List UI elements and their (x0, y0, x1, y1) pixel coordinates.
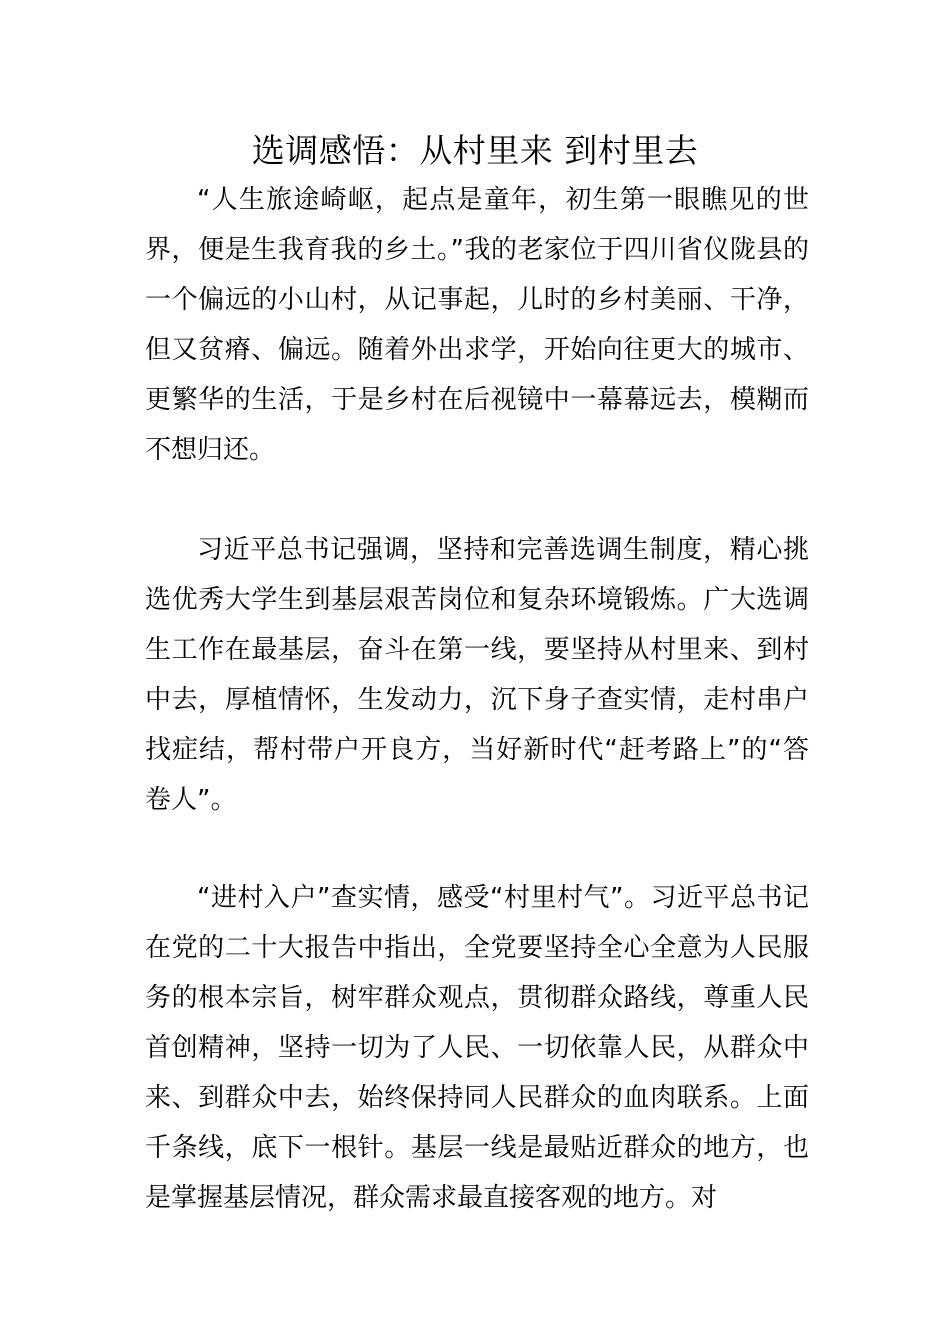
paragraph-intro: “人生旅途崎岖，起点是童年，初生第一眼瞧见的世界，便是生我育我的乡土。”我的老家位于四川省仪陇县的一个偏远的小山村，从记事起，儿时的乡村美丽、干净，但又贫瘠、偏远。随着外出求学，开始向往更大的城市、更繁华的生活，于是乡村在后视镜中一幕幕远去，模糊而不想归还。 (145, 185, 809, 465)
paragraph-village: “进村入户”查实情，感受“村里村气”。习近平总书记在党的二十大报告中指出，全党要坚持全心全意为人民服务的根本宗旨，树牢群众观点，贯彻群众路线，尊重人民首创精神，坚持一切为了人民、一切依靠人民，从群众中来、到群众中去，始终保持同人民群众的血肉联系。上面千条线，底下一根针。基层一线是最贴近群众的地方，也是掌握基层情况，群众需求最直接客观的地方。对 (145, 883, 809, 1213)
document-title: 选调感悟：从村里来 到村里去 (251, 131, 699, 170)
paragraph-policy: 习近平总书记强调，坚持和完善选调生制度，精心挑选优秀大学生到基层艰苦岗位和复杂环境锻炼。广大选调生工作在最基层，奋斗在第一线，要坚持从村里来、到村中去，厚植情怀，生发动力，沉下身子查实情，走村串户找症结，帮村带户开良方，当好新时代“赶考路上”的“答卷人”。 (145, 535, 809, 815)
